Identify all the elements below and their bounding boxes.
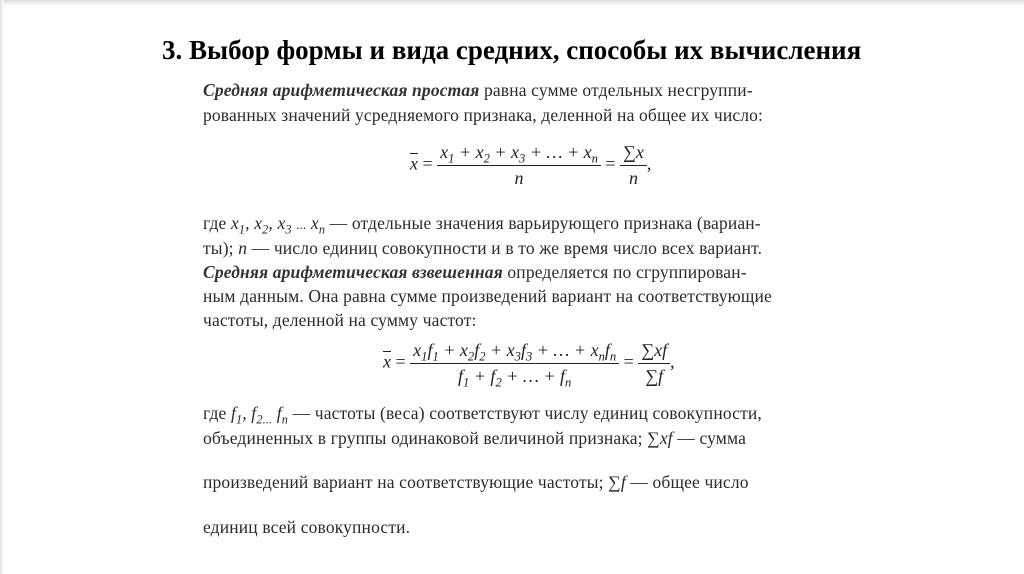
slide-top-shadow [0, 0, 1024, 6]
formula1-eq2: = [605, 153, 616, 174]
p3-line-3: частоты, деленной на сумму частот: [203, 310, 477, 330]
formula2-lhs: $\overline{x}$ [383, 351, 391, 372]
p1-line-1 [203, 80, 753, 101]
formula1-fraction [437, 142, 601, 189]
p4-line-1 [203, 403, 762, 427]
term-simple-mean: Средняя арифметическая простая [203, 80, 480, 100]
p2-line-2 [203, 238, 762, 259]
formula2-sum-fraction [638, 340, 670, 387]
formula-weighted-mean [383, 340, 675, 390]
formula1-sum-fraction [620, 142, 647, 189]
formula2-numerator: $x_1f_1 + x_2f_2 + x_3f_3$ + … + $x_nf_n$ [410, 340, 619, 364]
p4-text-2: объединенных в группы одинаковой величиной признака; [203, 428, 648, 448]
p1-text-1: равна сумме отдельных несгруппи- [479, 80, 753, 100]
p2-text-2: — число единиц совокупности и в то же время число всех вариант. [247, 238, 763, 258]
term-weighted-mean: Средняя арифметическая взвешенная [203, 262, 503, 282]
formula1-eq: = [422, 153, 433, 174]
formula2-denominator: $f_1 + f_2$ + … + $f_n$ [457, 366, 572, 390]
p4-text-2b: — сумма [672, 428, 747, 448]
formula1-comma: , [646, 153, 652, 174]
formula1-sum-den: n [628, 168, 638, 188]
formula2-comma: , [670, 351, 675, 372]
p2-line-1 [203, 213, 761, 237]
p4-text-3: произведений вариант на соответствующие частоты; [203, 472, 609, 492]
slide-left-shadow [0, 0, 4, 574]
p2-vars: $x_1$, $x_2$, $x_3$ ... $x_n$ [230, 213, 326, 237]
formula1-numerator: $x_1 + x_2 + x_3$ + … + $x_n$ [437, 142, 601, 166]
p2-text-pre-2: ты); [203, 238, 239, 258]
p1-line-2: рованных значений усредняемого признака, деленной на общее их число: [203, 105, 764, 125]
formula2-fraction [410, 340, 619, 390]
p4-line-2 [203, 428, 746, 449]
formula1-sum-num: ∑x [620, 142, 647, 166]
formula2-eq2: = [623, 351, 634, 372]
formula2-eq: = [395, 351, 406, 372]
p3-line-2: ным данным. Она равна сумме произведений вариант на соответствующие [203, 286, 772, 306]
formula1-lhs: $\overline{x}$ [410, 153, 418, 174]
p4-text-3b: — общее число [625, 472, 749, 492]
p3-line-1 [203, 262, 747, 283]
formula1-denominator: n [514, 168, 524, 188]
p2-var-n: n [238, 238, 248, 258]
p4-line-4: единиц всей совокупности. [203, 517, 411, 537]
p4-text-1: — частоты (веса) соответствуют числу единиц совокупности, [288, 403, 762, 423]
formula2-sum-num: ∑xf [638, 340, 670, 364]
p4-sum-xf: ∑xf [647, 428, 673, 448]
formula2-sum-den: ∑f [645, 366, 664, 386]
slide-title: 3. Выбор формы и вида средних, способы их вычисления [162, 35, 862, 65]
formula-simple-mean [410, 142, 651, 189]
p2-text-1: — отдельные значения варьирующего признака (вариан- [325, 213, 761, 233]
p3-text-1: определяется по сгруппирован- [502, 262, 747, 282]
p4-sum-f: ∑f [608, 472, 626, 492]
p4-vars: $f_1$, $f_{2...}$ $f_n$ [230, 403, 289, 427]
p4-line-3 [203, 472, 749, 493]
p4-text-pre: где [203, 403, 231, 423]
p2-text-pre: где [203, 213, 231, 233]
